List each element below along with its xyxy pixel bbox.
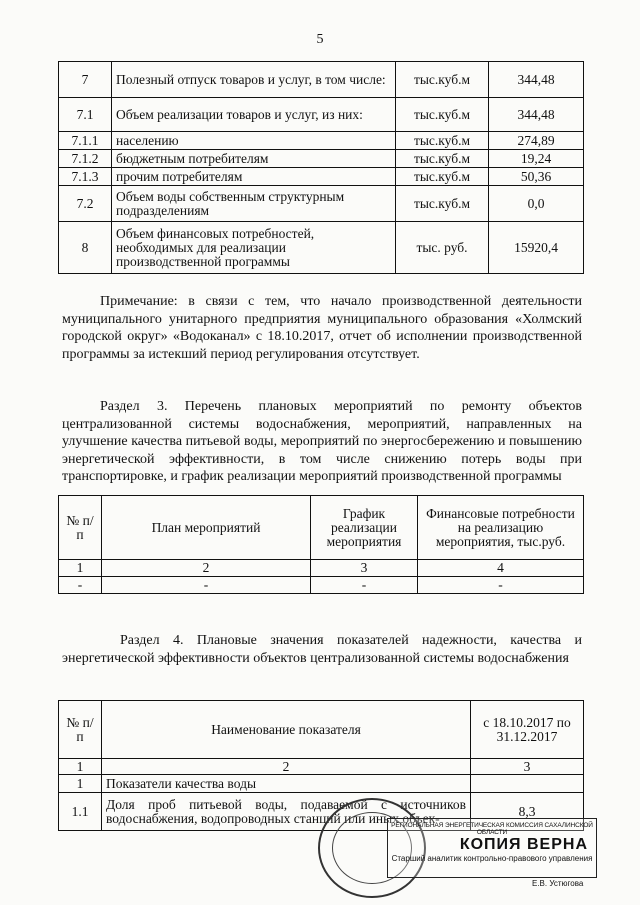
row-name: Показатели качества воды [102, 775, 471, 793]
column-number: 1 [59, 759, 102, 775]
row-value: 19,24 [489, 150, 584, 168]
row-unit: тыс.куб.м [396, 132, 489, 150]
header-cell: График реализации мероприятия [311, 496, 418, 560]
row-value: 15920,4 [489, 222, 584, 274]
header-cell: Финансовые потребности на реализацию мероприятия, тыс.руб. [418, 496, 584, 560]
row-unit: тыс.куб.м [396, 186, 489, 222]
row-value: 344,48 [489, 98, 584, 132]
table-cell: - [102, 577, 311, 594]
row-number: 1 [59, 775, 102, 793]
section3-table [58, 495, 584, 594]
table-row [59, 560, 584, 577]
table-row [59, 168, 584, 186]
row-unit: тыс.куб.м [396, 150, 489, 168]
table-cell: - [311, 577, 418, 594]
header-cell: Наименование показателя [102, 701, 471, 759]
table-row [59, 132, 584, 150]
table-row [59, 577, 584, 594]
header-cell: № п/п [59, 701, 102, 759]
page-number: 5 [316, 32, 324, 47]
header-cell: № п/п [59, 496, 102, 560]
row-number: 7.2 [59, 186, 112, 222]
table-row [59, 222, 584, 274]
row-number: 7.1.2 [59, 150, 112, 168]
table-row [59, 98, 584, 132]
row-name: Доля проб питьевой воды, подаваемой с источников водоснабжения, водопроводных станций или иных объек- [102, 793, 471, 831]
row-name: Объем воды собственным структурным подразделениям [112, 186, 396, 222]
column-number: 2 [102, 560, 311, 577]
column-number: 3 [471, 759, 584, 775]
row-name: Полезный отпуск товаров и услуг, в том числе: [112, 62, 396, 98]
row-number: 7.1 [59, 98, 112, 132]
column-number: 3 [311, 560, 418, 577]
section3-title: Раздел 3. Перечень плановых мероприятий по ремонту объектов централизованной системы водоснабжения, мероприятий, направленных на улучшение качества питьевой воды, мероприятий по энергосбережению и повышению энергетической эффективности, в том числе снижению потерь воды при транспортировке, и график реализации мероприятий производственной программы [62, 399, 582, 485]
header-cell: с 18.10.2017 по 31.12.2017 [471, 701, 584, 759]
row-value: 274,89 [489, 132, 584, 150]
row-number: 7 [59, 62, 112, 98]
table-header-row [59, 701, 584, 759]
row-value: 50,36 [489, 168, 584, 186]
row-name: бюджетным потребителям [112, 150, 396, 168]
row-number: 7.1.3 [59, 168, 112, 186]
column-number: 1 [59, 560, 102, 577]
note-paragraph: Примечание: в связи с тем, что начало производственной деятельности муниципального унитарного предприятия муниципального образования «Холмский городской округ» «Водоканал» с 18.10.2017, отчет об исполнении производственной программы за истекший период регулирования отсутствует. [62, 294, 582, 362]
row-value: 344,48 [489, 62, 584, 98]
table-cell: - [418, 577, 584, 594]
section4-table [58, 700, 584, 831]
row-value: 0,0 [489, 186, 584, 222]
row-name: прочим потребителям [112, 168, 396, 186]
header-cell: План мероприятий [102, 496, 311, 560]
row-number: 8 [59, 222, 112, 274]
row-unit: тыс.куб.м [396, 62, 489, 98]
stamp-copy-label: КОПИЯ ВЕРНА [459, 836, 588, 853]
indicators-table [58, 61, 584, 274]
row-number: 7.1.1 [59, 132, 112, 150]
row-name: Объем финансовых потребностей, необходимых для реализации производственной программы [112, 222, 396, 274]
table-row [59, 186, 584, 222]
column-number: 2 [102, 759, 471, 775]
certified-copy-stamp [387, 818, 597, 878]
table-cell: - [59, 577, 102, 594]
row-value [471, 775, 584, 793]
table-row [59, 775, 584, 793]
row-unit: тыс. руб. [396, 222, 489, 274]
stamp-position: Старший аналитик контрольно-правового управления [391, 854, 593, 863]
row-number: 1.1 [59, 793, 102, 831]
table-header-row [59, 496, 584, 560]
stamp-signer: Е.В. Устюгова [532, 879, 584, 888]
row-name: Объем реализации товаров и услуг, из них: [112, 98, 396, 132]
row-name: населению [112, 132, 396, 150]
stamp-organization: РЕГИОНАЛЬНАЯ ЭНЕРГЕТИЧЕСКАЯ КОМИССИЯ САХАЛИНСКОЙ ОБЛАСТИ [391, 822, 593, 836]
table-row [59, 759, 584, 775]
table-row [59, 150, 584, 168]
row-unit: тыс.куб.м [396, 98, 489, 132]
row-unit: тыс.куб.м [396, 168, 489, 186]
column-number: 4 [418, 560, 584, 577]
row-value: 8,3 [471, 793, 584, 831]
section4-title: Раздел 4. Плановые значения показателей надежности, качества и энергетической эффективности объектов централизованной системы водоснабжения [62, 633, 582, 666]
table-row [59, 62, 584, 98]
